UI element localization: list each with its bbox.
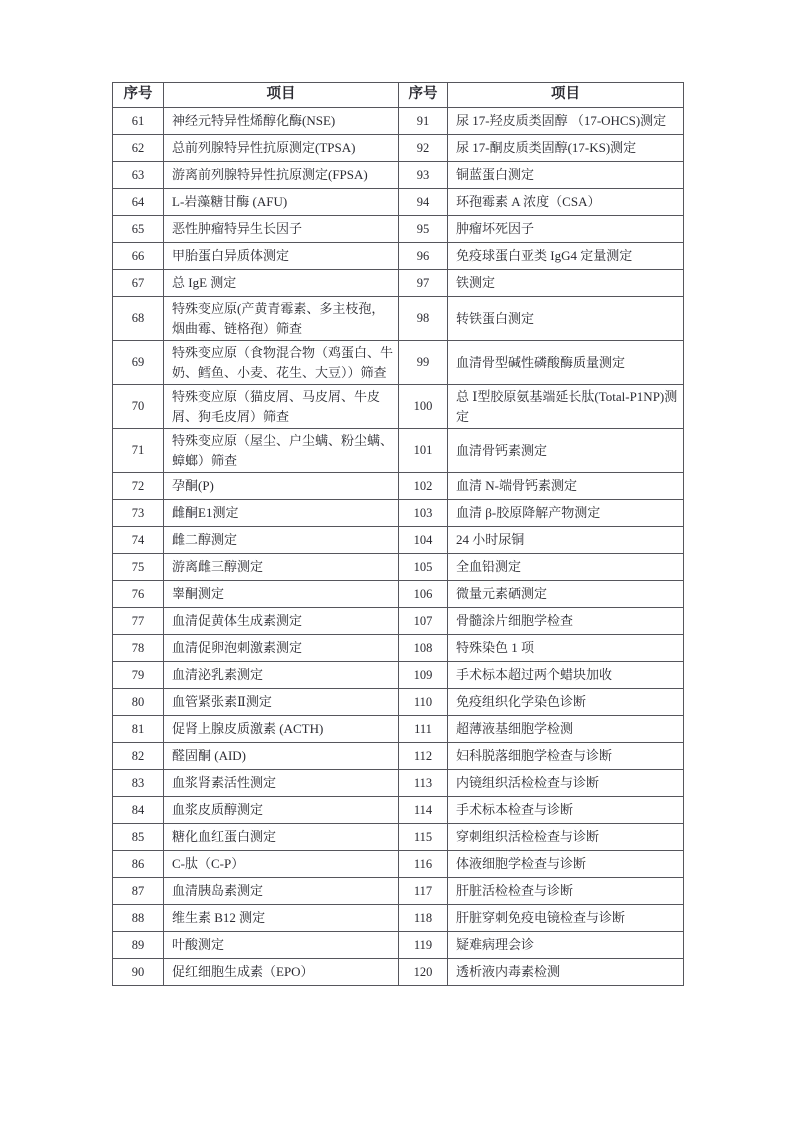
item-cell-left: 总前列腺特异性抗原测定(TPSA) — [164, 135, 399, 162]
table-row — [113, 429, 684, 473]
serial-cell-right: 92 — [399, 135, 448, 162]
serial-cell-right: 114 — [399, 797, 448, 824]
item-cell-left: 甲胎蛋白异质体测定 — [164, 243, 399, 270]
serial-cell-right: 91 — [399, 108, 448, 135]
table-row — [113, 770, 684, 797]
item-cell-left: 孕酮(P) — [164, 473, 399, 500]
item-cell-left: 特殊变应原（猫皮屑、马皮屑、牛皮屑、狗毛皮屑）筛查 — [164, 385, 399, 429]
table-row — [113, 162, 684, 189]
serial-cell-left: 75 — [113, 554, 164, 581]
serial-cell-left: 70 — [113, 385, 164, 429]
item-cell-right: 尿 17-酮皮质类固醇(17-KS)测定 — [448, 135, 684, 162]
item-cell-left: 特殊变应原(产黄青霉素、多主枝孢，烟曲霉、链格孢）筛查 — [164, 297, 399, 341]
item-cell-right: 手术标本检查与诊断 — [448, 797, 684, 824]
item-cell-left: 游离前列腺特异性抗原测定(FPSA) — [164, 162, 399, 189]
serial-cell-left: 63 — [113, 162, 164, 189]
items-table — [112, 82, 684, 986]
serial-cell-left: 81 — [113, 716, 164, 743]
table-row — [113, 959, 684, 986]
serial-cell-left: 89 — [113, 932, 164, 959]
serial-cell-right: 101 — [399, 429, 448, 473]
serial-cell-left: 84 — [113, 797, 164, 824]
table-row — [113, 608, 684, 635]
header-item-right: 项目 — [448, 83, 684, 108]
item-cell-right: 全血铅测定 — [448, 554, 684, 581]
item-cell-left: 醛固酮 (AID) — [164, 743, 399, 770]
table-header — [113, 83, 684, 108]
serial-cell-right: 108 — [399, 635, 448, 662]
item-cell-left: 血清泌乳素测定 — [164, 662, 399, 689]
table-body — [113, 108, 684, 986]
item-cell-left: 特殊变应原（食物混合物（鸡蛋白、牛奶、鳕鱼、小麦、花生、大豆））筛查 — [164, 341, 399, 385]
item-cell-right: 手术标本超过两个蜡块加收 — [448, 662, 684, 689]
item-cell-left: 血清促卵泡刺激素测定 — [164, 635, 399, 662]
serial-cell-left: 85 — [113, 824, 164, 851]
table-row — [113, 216, 684, 243]
header-serial-right: 序号 — [399, 83, 448, 108]
item-cell-right: 血清 β-胶原降解产物测定 — [448, 500, 684, 527]
item-cell-right: 特殊染色 1 项 — [448, 635, 684, 662]
serial-cell-right: 117 — [399, 878, 448, 905]
item-cell-right: 疑难病理会诊 — [448, 932, 684, 959]
serial-cell-left: 72 — [113, 473, 164, 500]
item-cell-left: 糖化血红蛋白测定 — [164, 824, 399, 851]
serial-cell-right: 94 — [399, 189, 448, 216]
serial-cell-left: 66 — [113, 243, 164, 270]
table-row — [113, 662, 684, 689]
serial-cell-right: 120 — [399, 959, 448, 986]
table-row — [113, 581, 684, 608]
item-cell-left: 游离雌三醇测定 — [164, 554, 399, 581]
item-cell-left: 雌二醇测定 — [164, 527, 399, 554]
serial-cell-right: 109 — [399, 662, 448, 689]
serial-cell-right: 97 — [399, 270, 448, 297]
serial-cell-left: 87 — [113, 878, 164, 905]
item-cell-left: 促红细胞生成素（EPO） — [164, 959, 399, 986]
item-cell-right: 肝脏活检检查与诊断 — [448, 878, 684, 905]
item-cell-left: 血浆肾素活性测定 — [164, 770, 399, 797]
serial-cell-left: 76 — [113, 581, 164, 608]
serial-cell-right: 107 — [399, 608, 448, 635]
serial-cell-left: 78 — [113, 635, 164, 662]
table-row — [113, 243, 684, 270]
table-row — [113, 108, 684, 135]
item-cell-left: 睾酮测定 — [164, 581, 399, 608]
table-row — [113, 878, 684, 905]
item-cell-right: 微量元素硒测定 — [448, 581, 684, 608]
serial-cell-right: 105 — [399, 554, 448, 581]
item-cell-right: 环孢霉素 A 浓度（CSA） — [448, 189, 684, 216]
table-row — [113, 297, 684, 341]
serial-cell-left: 71 — [113, 429, 164, 473]
item-cell-right: 骨髓涂片细胞学检查 — [448, 608, 684, 635]
serial-cell-right: 95 — [399, 216, 448, 243]
serial-cell-left: 68 — [113, 297, 164, 341]
serial-cell-left: 86 — [113, 851, 164, 878]
table-row — [113, 189, 684, 216]
item-cell-left: 维生素 B12 测定 — [164, 905, 399, 932]
serial-cell-left: 69 — [113, 341, 164, 385]
serial-cell-right: 104 — [399, 527, 448, 554]
serial-cell-left: 62 — [113, 135, 164, 162]
table-row — [113, 743, 684, 770]
serial-cell-left: 61 — [113, 108, 164, 135]
item-cell-left: C-肽（C-P） — [164, 851, 399, 878]
item-cell-left: 血清促黄体生成素测定 — [164, 608, 399, 635]
item-cell-right: 铜蓝蛋白测定 — [448, 162, 684, 189]
item-cell-left: L-岩藻糖甘酶 (AFU) — [164, 189, 399, 216]
serial-cell-right: 100 — [399, 385, 448, 429]
item-cell-right: 尿 17-羟皮质类固醇 （17-OHCS)测定 — [448, 108, 684, 135]
table-row — [113, 341, 684, 385]
serial-cell-left: 90 — [113, 959, 164, 986]
item-cell-right: 妇科脱落细胞学检查与诊断 — [448, 743, 684, 770]
serial-cell-left: 67 — [113, 270, 164, 297]
item-cell-right: 血清骨钙素测定 — [448, 429, 684, 473]
serial-cell-right: 112 — [399, 743, 448, 770]
serial-cell-left: 80 — [113, 689, 164, 716]
item-cell-left: 促肾上腺皮质激素 (ACTH) — [164, 716, 399, 743]
serial-cell-right: 119 — [399, 932, 448, 959]
item-cell-right: 体液细胞学检查与诊断 — [448, 851, 684, 878]
item-cell-left: 特殊变应原（屋尘、户尘螨、粉尘螨、蟑螂）筛查 — [164, 429, 399, 473]
item-cell-left: 恶性肿瘤特异生长因子 — [164, 216, 399, 243]
serial-cell-right: 99 — [399, 341, 448, 385]
table-row — [113, 797, 684, 824]
table-row — [113, 932, 684, 959]
header-item-left: 项目 — [164, 83, 399, 108]
serial-cell-right: 106 — [399, 581, 448, 608]
table-row — [113, 851, 684, 878]
table-row — [113, 635, 684, 662]
serial-cell-left: 79 — [113, 662, 164, 689]
serial-cell-left: 88 — [113, 905, 164, 932]
serial-cell-left: 83 — [113, 770, 164, 797]
item-cell-right: 肝脏穿刺免疫电镜检查与诊断 — [448, 905, 684, 932]
table-row — [113, 716, 684, 743]
serial-cell-left: 65 — [113, 216, 164, 243]
table-row — [113, 554, 684, 581]
table-row — [113, 905, 684, 932]
serial-cell-left: 73 — [113, 500, 164, 527]
table-row — [113, 689, 684, 716]
item-cell-right: 铁测定 — [448, 270, 684, 297]
serial-cell-right: 93 — [399, 162, 448, 189]
item-cell-right: 内镜组织活检检查与诊断 — [448, 770, 684, 797]
serial-cell-right: 111 — [399, 716, 448, 743]
serial-cell-right: 116 — [399, 851, 448, 878]
item-cell-right: 免疫球蛋白亚类 IgG4 定量测定 — [448, 243, 684, 270]
item-cell-right: 24 小时尿铜 — [448, 527, 684, 554]
table-row — [113, 473, 684, 500]
serial-cell-right: 113 — [399, 770, 448, 797]
serial-cell-right: 98 — [399, 297, 448, 341]
table-row — [113, 270, 684, 297]
header-row — [113, 83, 684, 108]
serial-cell-right: 96 — [399, 243, 448, 270]
serial-cell-left: 74 — [113, 527, 164, 554]
table-row — [113, 385, 684, 429]
serial-cell-right: 110 — [399, 689, 448, 716]
item-cell-left: 血浆皮质醇测定 — [164, 797, 399, 824]
item-cell-right: 免疫组织化学染色诊断 — [448, 689, 684, 716]
table-row — [113, 500, 684, 527]
item-cell-left: 血清胰岛素测定 — [164, 878, 399, 905]
item-cell-right: 肿瘤坏死因子 — [448, 216, 684, 243]
table-row — [113, 824, 684, 851]
item-cell-right: 穿刺组织活检检查与诊断 — [448, 824, 684, 851]
item-cell-left: 神经元特异性烯醇化酶(NSE) — [164, 108, 399, 135]
serial-cell-left: 64 — [113, 189, 164, 216]
item-cell-left: 雌酮E1测定 — [164, 500, 399, 527]
item-cell-right: 透析液内毒素检测 — [448, 959, 684, 986]
item-cell-right: 总 Ⅰ型胶原氨基端延长肽(Total-P1NP)测定 — [448, 385, 684, 429]
serial-cell-left: 82 — [113, 743, 164, 770]
table-row — [113, 527, 684, 554]
serial-cell-right: 102 — [399, 473, 448, 500]
serial-cell-right: 103 — [399, 500, 448, 527]
item-cell-right: 转铁蛋白测定 — [448, 297, 684, 341]
item-cell-right: 超薄液基细胞学检测 — [448, 716, 684, 743]
item-cell-left: 叶酸测定 — [164, 932, 399, 959]
table-row — [113, 135, 684, 162]
serial-cell-left: 77 — [113, 608, 164, 635]
item-cell-left: 血管紧张素Ⅱ测定 — [164, 689, 399, 716]
serial-cell-right: 115 — [399, 824, 448, 851]
serial-cell-right: 118 — [399, 905, 448, 932]
item-cell-right: 血清 N-端骨钙素测定 — [448, 473, 684, 500]
header-serial-left: 序号 — [113, 83, 164, 108]
item-cell-right: 血清骨型碱性磷酸酶质量测定 — [448, 341, 684, 385]
item-cell-left: 总 IgE 测定 — [164, 270, 399, 297]
